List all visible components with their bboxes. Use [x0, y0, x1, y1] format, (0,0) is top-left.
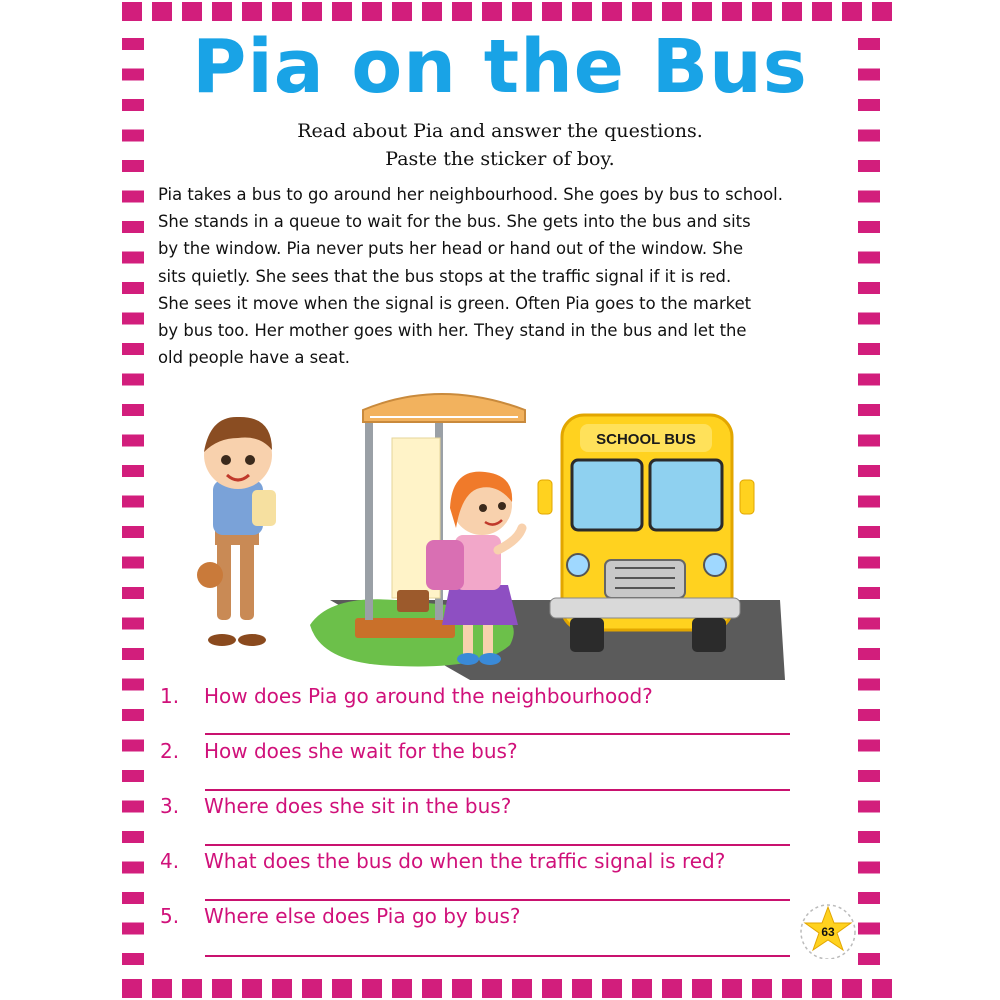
border-dash — [842, 2, 862, 21]
border-dash — [858, 709, 880, 721]
border-dash — [122, 740, 144, 752]
border-dash — [858, 252, 880, 264]
border-dash — [272, 979, 292, 998]
border-dash — [122, 404, 144, 416]
border-dash — [512, 2, 532, 21]
border-dash — [858, 953, 880, 965]
border-dash — [542, 979, 562, 998]
answer-line-1[interactable] — [205, 733, 790, 735]
story-paragraph — [158, 181, 848, 371]
border-dash — [392, 2, 412, 21]
answer-line-4[interactable] — [205, 899, 790, 901]
bag-on-bench — [397, 590, 429, 612]
shelter-pole — [365, 420, 373, 620]
border-dash — [858, 648, 880, 660]
page-title: Pia on the Bus — [192, 24, 808, 110]
border-dash — [122, 618, 144, 630]
border-dash — [872, 2, 892, 21]
answer-line-5[interactable] — [205, 955, 790, 957]
border-dash — [242, 2, 262, 21]
border-dash — [812, 979, 832, 998]
story-line: by bus too. Her mother goes with her. They stand in the bus and let the — [158, 321, 747, 341]
story-line: She stands in a queue to wait for the bus. She gets into the bus and sits — [158, 212, 751, 232]
question-text: How does Pia go around the neighbourhood? — [204, 684, 653, 708]
answer-line-2[interactable] — [205, 789, 790, 791]
bus-sign: SCHOOL BUS — [596, 431, 696, 448]
border-dash — [122, 313, 144, 325]
border-dash — [302, 979, 322, 998]
border-dash — [152, 979, 172, 998]
bench-base — [355, 618, 455, 638]
question-number: 1. — [160, 684, 180, 708]
border-dash — [122, 770, 144, 782]
border-dash — [858, 191, 880, 203]
border-dash — [212, 979, 232, 998]
question-number: 2. — [160, 739, 180, 763]
border-dash — [572, 979, 592, 998]
border-dash — [422, 2, 442, 21]
border-dash — [858, 770, 880, 782]
border-dash — [858, 221, 880, 233]
question-4 — [160, 849, 840, 879]
border-dash — [392, 979, 412, 998]
border-dash — [362, 979, 382, 998]
question-text: How does she wait for the bus? — [204, 739, 518, 763]
border-dash — [858, 435, 880, 447]
border-dash — [858, 557, 880, 569]
border-dash — [858, 374, 880, 386]
border-dash — [122, 862, 144, 874]
border-dash — [122, 831, 144, 843]
border-dash — [362, 2, 382, 21]
border-dash — [858, 831, 880, 843]
border-dash — [858, 282, 880, 294]
border-dash — [122, 648, 144, 660]
page-number-star-icon — [800, 903, 856, 959]
answer-line-3[interactable] — [205, 844, 790, 846]
border-dash — [858, 343, 880, 355]
border-dash — [122, 435, 144, 447]
border-dash — [122, 892, 144, 904]
border-dash — [452, 979, 472, 998]
story-line: She sees it move when the signal is green. Often Pia goes to the market — [158, 293, 752, 313]
border-dash — [122, 252, 144, 264]
border-dash — [122, 191, 144, 203]
border-dash — [842, 979, 862, 998]
border-dash — [722, 979, 742, 998]
border-dash — [122, 343, 144, 355]
border-dash — [332, 2, 352, 21]
border-dash — [122, 953, 144, 965]
border-dash — [122, 465, 144, 477]
border-dash — [662, 2, 682, 21]
boy-sticker — [197, 417, 276, 646]
page-number: 63 — [821, 925, 835, 939]
border-dash — [122, 2, 142, 21]
question-3 — [160, 794, 840, 824]
border-dash — [302, 2, 322, 21]
question-1 — [160, 684, 840, 714]
border-dash — [212, 2, 232, 21]
border-dash — [858, 740, 880, 752]
border-dash — [452, 2, 472, 21]
border-dash — [858, 862, 880, 874]
border-dash — [858, 526, 880, 538]
border-dash — [872, 979, 892, 998]
border-dash — [242, 979, 262, 998]
border-dash — [858, 892, 880, 904]
story-line: by the window. Pia never puts her head or hand out of the window. She — [158, 239, 744, 259]
border-dash — [122, 526, 144, 538]
border-dash — [122, 679, 144, 691]
border-dash — [858, 587, 880, 599]
border-dash — [122, 801, 144, 813]
school-bus — [538, 415, 754, 652]
border-dash — [122, 979, 142, 998]
border-dash — [122, 709, 144, 721]
border-dash — [122, 221, 144, 233]
question-number: 5. — [160, 904, 180, 928]
border-dash — [602, 979, 622, 998]
border-dash — [512, 979, 532, 998]
question-text: Where does she sit in the bus? — [204, 794, 512, 818]
border-dash — [858, 801, 880, 813]
border-dash — [122, 923, 144, 935]
border-dash — [858, 679, 880, 691]
border-dash — [182, 979, 202, 998]
border-dash — [122, 496, 144, 508]
border-dash — [782, 979, 802, 998]
border-dash — [122, 282, 144, 294]
question-5 — [160, 904, 840, 934]
border-dash — [272, 2, 292, 21]
border-dash — [632, 979, 652, 998]
border-dash — [602, 2, 622, 21]
border-dash — [858, 313, 880, 325]
border-dash — [782, 2, 802, 21]
border-dash — [122, 587, 144, 599]
border-dash — [752, 979, 772, 998]
border-dash — [572, 2, 592, 21]
border-dash — [482, 2, 502, 21]
instruction-read: Read about Pia and answer the questions. — [297, 120, 703, 142]
bus-stop-illustration — [180, 380, 800, 680]
border-dash — [152, 2, 172, 21]
border-dash — [752, 2, 772, 21]
border-dash — [122, 557, 144, 569]
border-dash — [182, 2, 202, 21]
question-number: 3. — [160, 794, 180, 818]
story-line: old people have a seat. — [158, 348, 350, 368]
border-dash — [858, 404, 880, 416]
question-text: What does the bus do when the traffic signal is red? — [204, 849, 726, 873]
question-text: Where else does Pia go by bus? — [204, 904, 521, 928]
border-dash — [422, 979, 442, 998]
border-dash — [332, 979, 352, 998]
border-dash — [858, 923, 880, 935]
border-dash — [722, 2, 742, 21]
question-number: 4. — [160, 849, 180, 873]
border-dash — [482, 979, 502, 998]
story-line: sits quietly. She sees that the bus stops at the traffic signal if it is red. — [158, 266, 732, 286]
border-dash — [632, 2, 652, 21]
border-dash — [858, 618, 880, 630]
story-line: Pia takes a bus to go around her neighbourhood. She goes by bus to school. — [158, 185, 783, 204]
border-dash — [122, 374, 144, 386]
border-dash — [858, 496, 880, 508]
question-2 — [160, 739, 840, 769]
border-dash — [542, 2, 562, 21]
border-dash — [812, 2, 832, 21]
border-dash — [858, 465, 880, 477]
border-dash — [692, 979, 712, 998]
instruction-sticker: Paste the sticker of boy. — [385, 148, 615, 170]
border-dash — [662, 979, 682, 998]
border-dash — [692, 2, 712, 21]
